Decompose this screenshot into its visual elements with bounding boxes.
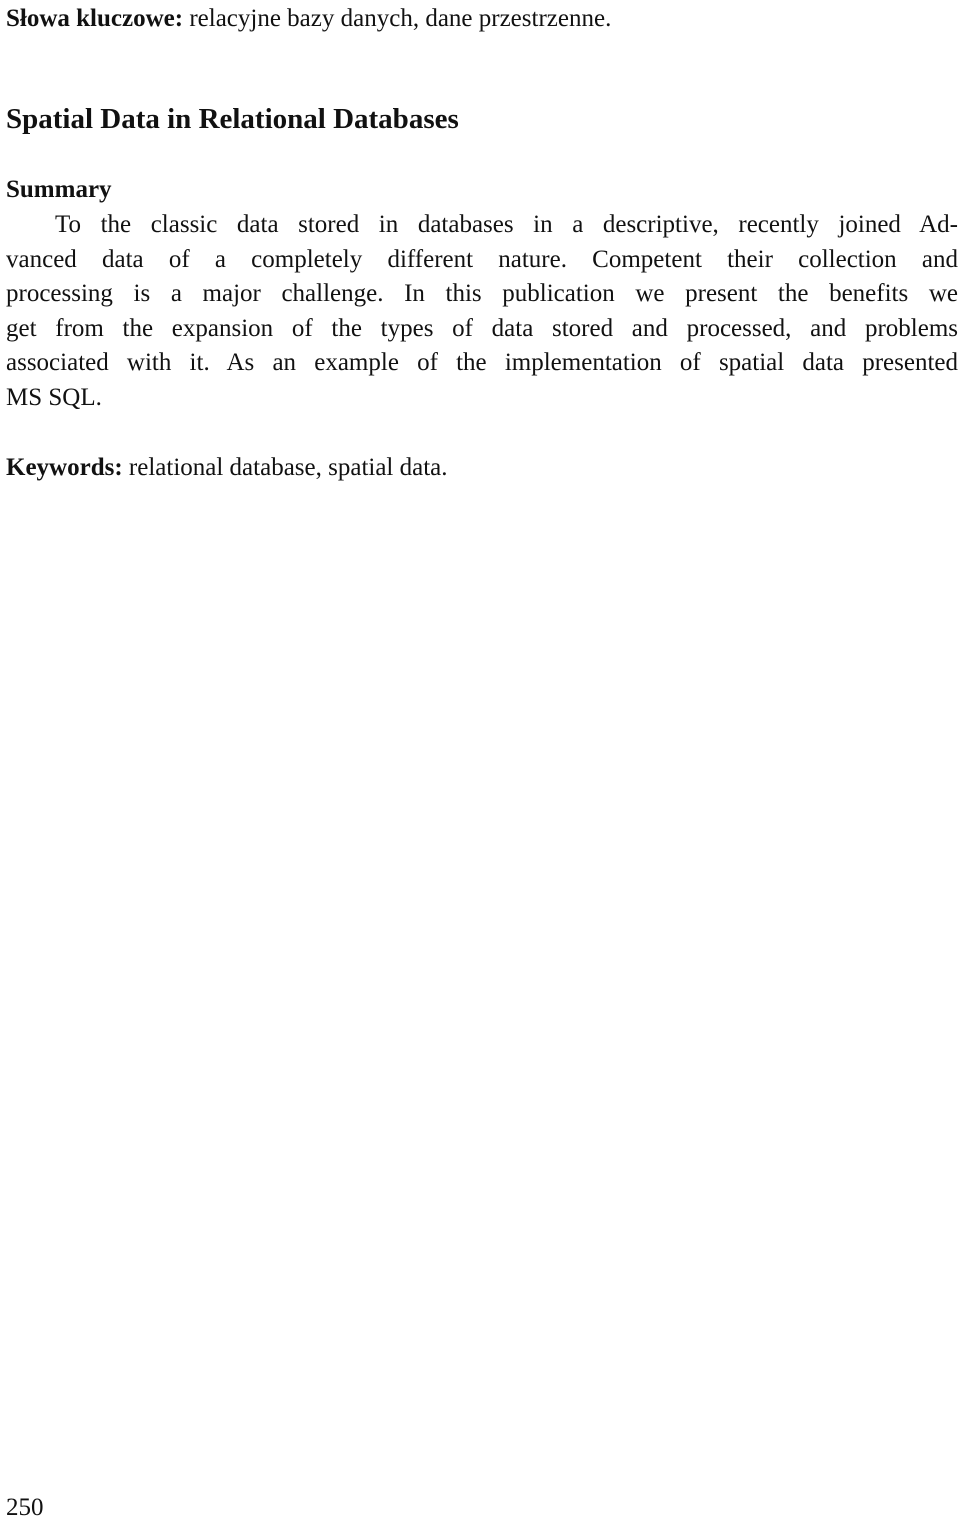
polish-keywords-label: Słowa kluczowe: xyxy=(6,5,184,32)
english-keywords xyxy=(6,451,448,485)
summary-line: MS SQL. xyxy=(6,383,102,411)
summary-line: get from the expansion of the types of data stored and processed, and problems xyxy=(6,314,958,342)
summary-line: To the classic data stored in databases in a descriptive, recently joined Ad- xyxy=(55,211,958,238)
polish-keywords-text: relacyjne bazy danych, dane przestrzenne. xyxy=(183,5,612,32)
article-title: Spatial Data in Relational Databases xyxy=(6,103,459,135)
english-keywords-text: relational database, spatial data. xyxy=(122,454,448,481)
summary-line: vanced data of a completely different nature. Competent their collection and xyxy=(6,245,958,273)
summary-paragraph xyxy=(6,208,958,416)
summary-heading: Summary xyxy=(6,176,112,203)
summary-line: processing is a major challenge. In this publication we present the benefits we xyxy=(6,280,958,308)
summary-line: associated with it. As an example of the implementation of spatial data presented xyxy=(6,349,958,377)
polish-keywords xyxy=(6,2,611,36)
english-keywords-label: Keywords: xyxy=(6,454,123,481)
page-number: 250 xyxy=(6,1494,44,1521)
